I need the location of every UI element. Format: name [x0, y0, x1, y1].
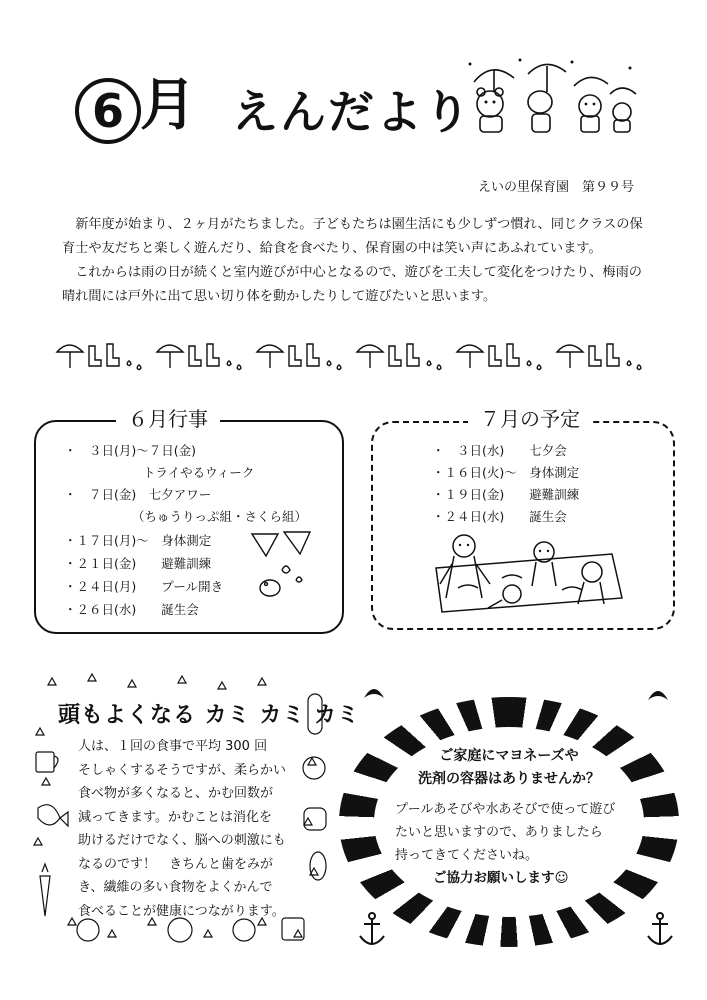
- anchor-icons: [352, 910, 682, 950]
- notice-body-line: プールあそびや水あそびで使って遊び: [395, 802, 616, 817]
- newsletter-title: えんだより: [232, 85, 472, 139]
- july-plans-title: ７月の予定: [468, 407, 592, 431]
- umbrella-boots-border: [55, 338, 655, 374]
- chewing-line: 食べ物が多くなると、かむ回数が: [78, 786, 274, 801]
- month-kanji: 月: [140, 73, 196, 138]
- july-plan-row: ・２４日(水) 誕生会: [432, 509, 567, 524]
- chewing-body: [78, 735, 296, 923]
- rain-animals-illustration: [462, 52, 642, 142]
- frog-rain-illustration: [244, 530, 324, 610]
- chewing-line: 助けるだけでなく、脳への刺激にも: [78, 833, 286, 848]
- june-event-row: トライやるウィーク: [143, 465, 255, 480]
- june-event-row: ・ ３日(月)～７日(金): [64, 443, 197, 458]
- june-event-row: ・２１日(金) 避難訓練: [64, 556, 212, 571]
- chewing-line: そしゃくするそうですが、柔らかい: [78, 762, 287, 778]
- intro-paragraph: これからは雨の日が続くと室内遊びが中心となるので、遊びを工夫して変化をつけたり、梅雨の晴れ間には戸外に出て思い切り体を動かしたりして遊びたいと思います。: [62, 265, 642, 304]
- issuer: えいの里保育園 第９９号: [478, 180, 635, 195]
- chewing-title: 頭もよくなる カミ カミ カミ: [58, 703, 360, 728]
- june-event-row: ・１７日(月)～ 身体測定: [64, 533, 212, 548]
- june-event-row: （ちゅうりっぷ組・さくら組）: [132, 509, 308, 524]
- chewing-line: 減ってきます。かむことは消化を: [78, 809, 272, 825]
- notice-body-line: たいと思いますので、ありましたら: [395, 825, 603, 840]
- notice-closing: ご協力お願いします☺: [433, 870, 569, 886]
- notice-body-line: 持ってきてくださいね。: [395, 848, 539, 863]
- pool-play-illustration: [432, 528, 632, 618]
- july-plan-row: ・１９日(金) 避難訓練: [432, 487, 580, 502]
- intro-paragraph: 新年度が始まり、２ヶ月がたちました。子どもたちは園生活にも少しずつ慣れ、同じクラスの保育士や友だちと楽しく遊んだり、給食を食べたり、保育園の中は笑い声にあふれています。: [62, 217, 643, 256]
- june-events-title: ６月行事: [116, 407, 220, 431]
- june-event-row: ・ ７日(金) 七夕アワー: [64, 487, 212, 502]
- june-event-row: ・２４日(月) プール開き: [64, 579, 224, 594]
- notice-body: [395, 798, 635, 867]
- july-plan-row: ・１６日(火)～ 身体測定: [432, 465, 580, 480]
- chewing-line: なるのです！ きちんと歯をみが: [78, 856, 274, 872]
- intro-text: [62, 213, 652, 309]
- june-event-row: ・２６日(水) 誕生会: [64, 602, 199, 617]
- notice-title-line: ご家庭にマヨネーズや: [439, 748, 579, 764]
- month-number: 6: [75, 78, 141, 144]
- chewing-line: 食べることが健康につながります。: [78, 903, 285, 919]
- notice-title: [394, 745, 624, 791]
- notice-title-line: 洗剤の容器はありませんか？: [418, 771, 600, 787]
- chewing-line: き、繊維の多い食物をよくかんで: [78, 880, 273, 895]
- chewing-line: 人は、１回の食事で平均 300 回: [78, 739, 268, 754]
- july-plan-row: ・ ３日(水) 七夕会: [432, 443, 567, 458]
